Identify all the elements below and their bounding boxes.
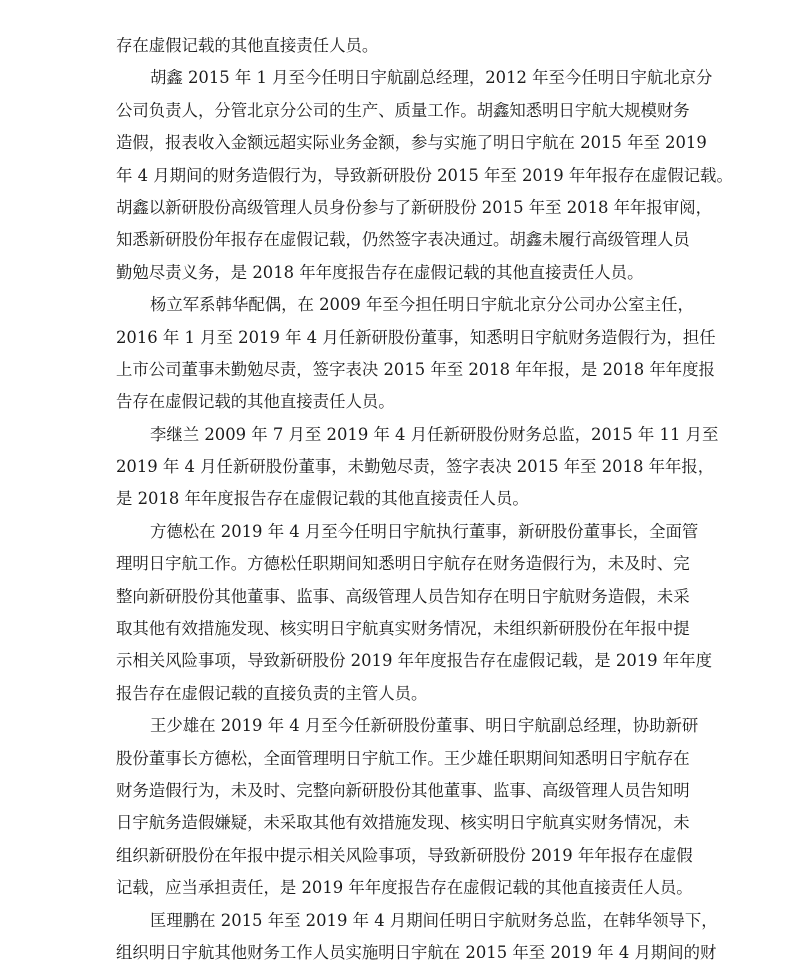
text-line: 理明日宇航工作。方德松任职期间知悉明日宇航存在财务造假行为，未及时、完 [116,554,690,574]
text-line: 知悉新研股份年报存在虚假记载，仍然签字表决通过。胡鑫未履行高级管理人员 [116,230,690,250]
text-line: 取其他有效措施发现、核实明日宇航真实财务情况，未组织新研股份在年报中提 [116,619,690,639]
text-line: 存在虚假记载的其他直接责任人员。 [116,36,379,55]
text-line: 胡鑫以新研股份高级管理人员身份参与了新研股份 2015 年至 2018 年年报审阅， [116,197,712,217]
text-line: 日宇航务造假嫌疑，未采取其他有效措施发现、核实明日宇航真实财务情况，未 [116,813,690,833]
text-line: 上市公司董事未勤勉尽责，签字表决 2015 年至 2018 年年报，是 2018 年年度报 [116,359,715,379]
text-line: 年 4 月期间的财务造假行为，导致新研股份 2015 年至 2019 年年报存在虚假记载。 [116,165,733,185]
text-line: 造假，报表收入金额远超实际业务金额，参与实施了明日宇航在 2015 年至 2019 [116,133,707,153]
paragraph-p4-fang-desong [116,516,712,710]
paragraph-p1-hu-xin [116,62,733,289]
text-line: 报告存在虚假记载的直接负责的主管人员。 [116,683,428,703]
paragraph-p6-kuang-lipeng [116,905,718,970]
text-line: 示相关风险事项，导致新研股份 2019 年年度报告存在虚假记载，是 2019 年年度 [116,651,712,671]
text-line: 是 2018 年年度报告存在虚假记载的其他直接责任人员。 [116,489,529,509]
document-page [116,30,733,969]
text-line: 组织新研股份在年报中提示相关风险事项，导致新研股份 2019 年年报存在虚假 [116,845,693,865]
paragraph-p0-continuation [116,30,687,62]
text-line: 财务造假行为，未及时、完整向新研股份其他董事、监事、高级管理人员告知明 [116,780,690,800]
text-line: 2019 年 4 月任新研股份董事，未勤勉尽责，签字表决 2015 年至 2018 年年报， [116,457,715,477]
text-line: 胡鑫 2015 年 1 月至今任明日宇航副总经理，2012 年至今任明日宇航北京分 [150,68,713,88]
text-line: 2016 年 1 月至 2019 年 4 月任新研股份董事，知悉明日宇航财务造假行为，担任 [116,327,716,347]
text-line: 勤勉尽责义务，是 2018 年年度报告存在虚假记载的其他直接责任人员。 [116,262,644,282]
text-line: 李继兰 2009 年 7 月至 2019 年 4 月任新研股份财务总监，2015 年 11 月至 [150,424,719,444]
paragraph-p2-yang-lijun [116,289,716,419]
text-line: 整向新研股份其他董事、监事、高级管理人员告知存在明日宇航财务造假，未采 [116,586,690,606]
text-line: 股份董事长方德松，全面管理明日宇航工作。王少雄任职期间知悉明日宇航存在 [116,748,690,768]
paragraph-p3-li-jilan [116,419,719,516]
text-line: 组织明日宇航其他财务工作人员实施明日宇航在 2015 年至 2019 年 4 月期间的财 [116,942,717,962]
text-line: 匡理鹏在 2015 年至 2019 年 4 月期间任明日宇航财务总监，在韩华领导下， [150,910,718,930]
paragraph-p5-wang-shaoxiong [116,710,699,904]
text-line: 杨立军系韩华配偶，在 2009 年至今担任明日宇航北京分公司办公室主任， [150,295,694,315]
text-line: 告存在虚假记载的其他直接责任人员。 [116,392,395,412]
text-line: 记载，应当承担责任，是 2019 年年度报告存在虚假记载的其他直接责任人员。 [116,878,693,898]
text-line: 公司负责人，分管北京分公司的生产、质量工作。胡鑫知悉明日宇航大规模财务 [116,100,690,120]
text-line: 王少雄在 2019 年 4 月至今任新研股份董事、明日宇航副总经理，协助新研 [150,716,699,736]
text-line: 方德松在 2019 年 4 月至今任明日宇航执行董事，新研股份董事长，全面管 [150,521,699,541]
